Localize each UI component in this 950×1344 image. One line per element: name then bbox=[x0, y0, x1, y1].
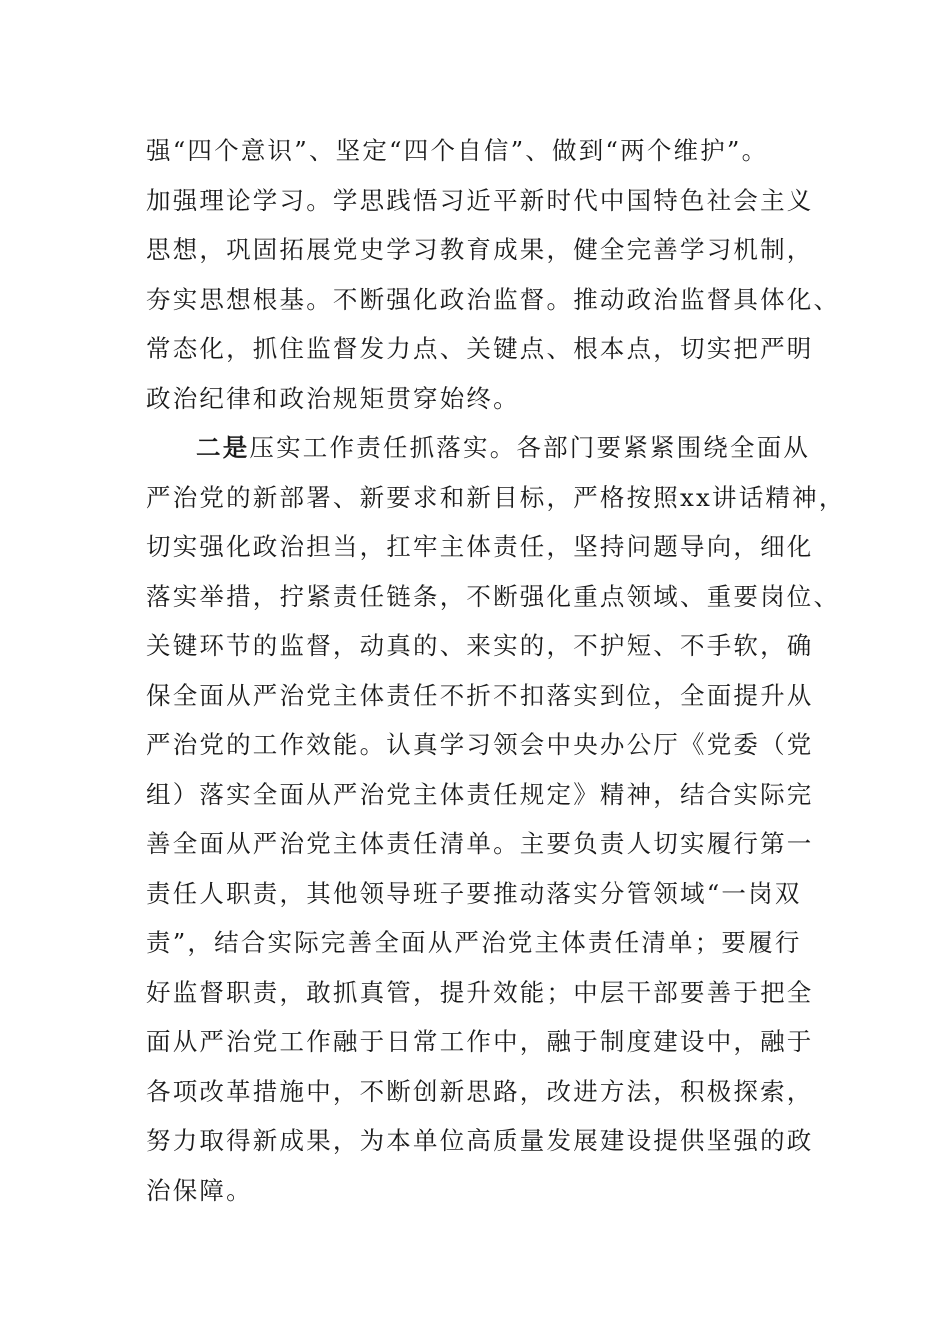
body-text bbox=[146, 126, 846, 1215]
text-line: 好监督职责，敢抓真管，提升效能；中层干部要善于把全 bbox=[146, 977, 814, 1007]
text-line: 组）落实全面从严治党主体责任规定》精神，结合实际完 bbox=[146, 779, 814, 809]
text-line: 夯实思想根基。不断强化政治监督。推动政治监督具体化、 bbox=[146, 284, 841, 314]
text-line: 保全面从严治党主体责任不折不扣落实到位，全面提升从 bbox=[146, 680, 814, 710]
text-line: 常态化，抓住监督发力点、关键点、根本点，切实把严明 bbox=[146, 334, 814, 363]
text-line: 各项改革措施中，不断创新思路，改进方法，积极探索， bbox=[146, 1076, 814, 1106]
text-line: 治保障。 bbox=[146, 1175, 253, 1205]
text-line: 政治纪律和政治规矩贯穿始终。 bbox=[146, 383, 520, 413]
text-line: 严治党的新部署、新要求和新目标，严格按照xx讲话精神， bbox=[146, 482, 846, 512]
text-line: 面从严治党工作融于日常工作中，融于制度建设中，融于 bbox=[146, 1027, 814, 1056]
text-line: 严治党的工作效能。认真学习领会中央办公厅《党委（党 bbox=[146, 730, 814, 759]
text-line: 责”，结合实际完善全面从严治党主体责任清单；要履行 bbox=[146, 928, 802, 957]
text-line: 落实举措，拧紧责任链条，不断强化重点领域、重要岗位、 bbox=[146, 581, 841, 611]
text-line: 强“四个意识”、坚定“四个自信”、做到“两个维护”。 bbox=[146, 136, 769, 165]
text-line: 责任人职责，其他领导班子要推动落实分管领域“一岗双 bbox=[146, 878, 802, 908]
paragraph-first-line bbox=[146, 423, 826, 473]
text-line: 善全面从严治党主体责任清单。主要负责人切实履行第一 bbox=[146, 829, 814, 858]
text-run: 压实工作责任抓落实。各部门要紧紧围绕全面从 bbox=[249, 433, 811, 462]
text-line: 努力取得新成果，为本单位高质量发展建设提供坚强的政 bbox=[146, 1126, 814, 1155]
text-line: 加强理论学习。学思践悟习近平新时代中国特色社会主义 bbox=[146, 185, 814, 215]
text-line: 思想，巩固拓展党史学习教育成果，健全完善学习机制， bbox=[146, 235, 814, 264]
text-line: 关键环节的监督，动真的、来实的，不护短、不手软，确 bbox=[146, 631, 814, 660]
text-line: 切实强化政治担当，扛牢主体责任，坚持问题导向，细化 bbox=[146, 532, 814, 561]
paragraph-lead: 二是 bbox=[196, 433, 250, 462]
